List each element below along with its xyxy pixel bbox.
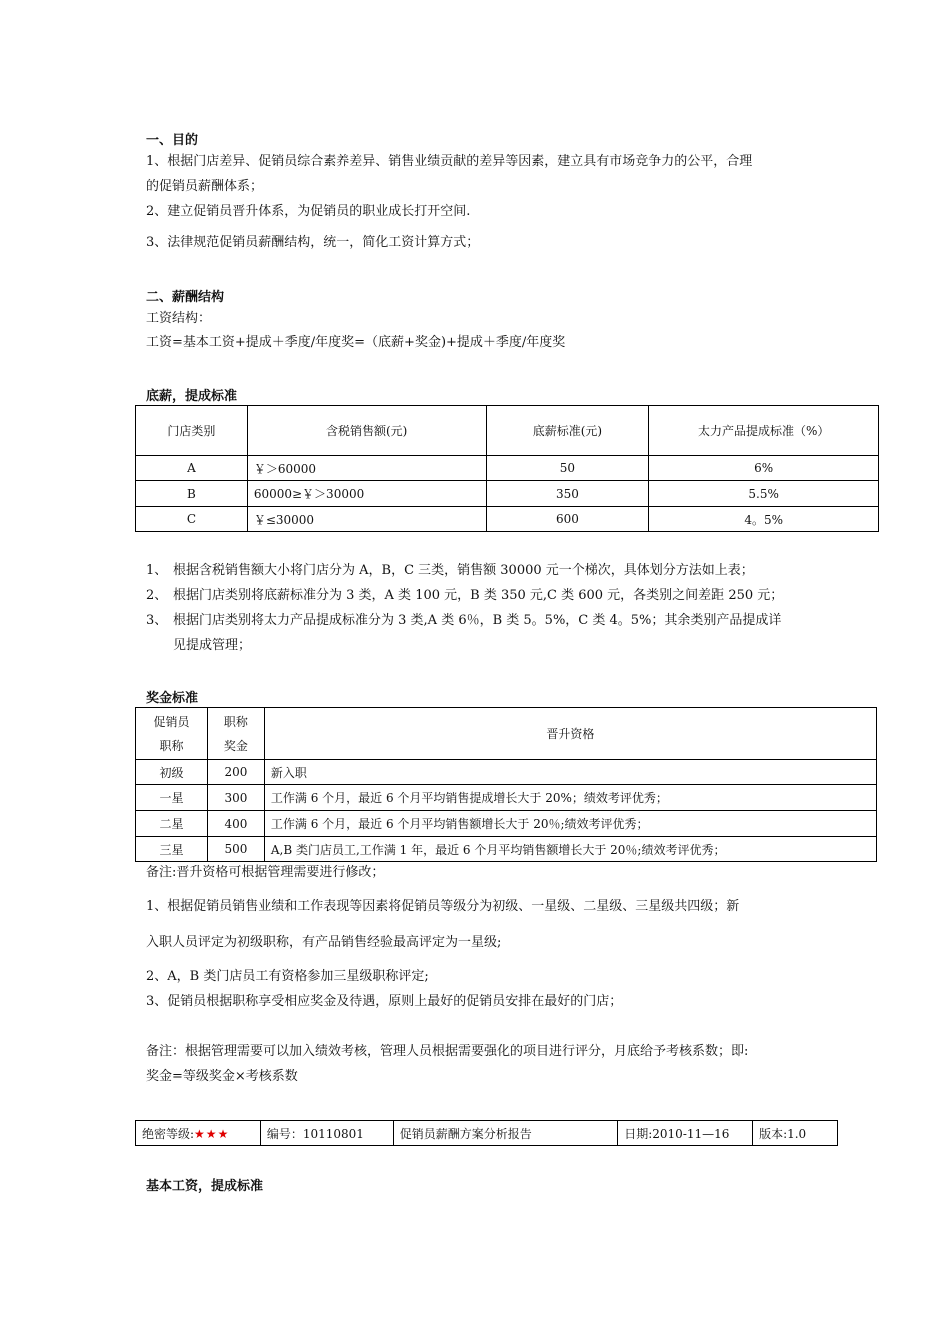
section1-item: 的促销员薪酬体系；	[146, 179, 264, 194]
table-row	[136, 507, 879, 532]
table1-cell: 5.5%	[649, 481, 879, 507]
table1-header-cell: 门店类别	[136, 406, 248, 456]
table1-cell: 6%	[649, 456, 879, 481]
table2-cell: 新入职	[264, 760, 876, 785]
bonus-formula: 奖金=等级奖金×考核系数	[146, 1069, 298, 1084]
table1-cell: 50	[486, 456, 649, 481]
table2-cell: 400	[207, 811, 264, 837]
note-text: 根据含税销售额大小将门店分为 A，B，C 三类，销售额 30000 元一个梯次，具体划分方法如上表；	[173, 563, 754, 578]
table2-cell: 500	[207, 837, 264, 862]
table2-header-cell: 晋升资格	[264, 708, 876, 760]
secret-level-label: 绝密等级:	[142, 1126, 195, 1141]
table2-header-cell	[207, 708, 264, 760]
table2-cell: 工作满 6 个月，最近 6 个月平均销售提成增长大于 20%；绩效考评优秀；	[264, 785, 876, 811]
table1-header-cell: 底薪标准(元)	[486, 406, 649, 456]
section2-heading: 二、薪酬结构	[146, 290, 225, 305]
table1-cell: A	[136, 456, 248, 481]
star-icon: ★★★	[194, 1126, 230, 1141]
table2-header-cell	[136, 708, 208, 760]
table-row	[136, 785, 877, 811]
table1-cell: 4。5%	[649, 507, 879, 532]
table1-title: 底薪，提成标准	[146, 389, 238, 404]
note-text: 入职人员评定为初级职称，有产品销售经验最高评定为一星级;	[146, 935, 502, 950]
table1-cell: ￥＞60000	[247, 456, 486, 481]
table-row	[136, 760, 877, 785]
note-number: 1、	[146, 563, 168, 578]
table-row	[136, 456, 879, 481]
table1-header-cell: 含税销售额(元)	[247, 406, 486, 456]
doc-version: 版本:1.0	[753, 1121, 838, 1146]
table2-cell: A,B 类门店员工,工作满 1 年，最近 6 个月平均销售额增长大于 20％;绩效考评优秀；	[264, 837, 876, 862]
table-row	[136, 811, 877, 837]
header-line: 职称	[159, 738, 184, 753]
doc-date: 日期:2010-11—16	[618, 1121, 753, 1146]
table2-cell: 三星	[136, 837, 208, 862]
table-row	[136, 837, 877, 862]
table2-cell: 二星	[136, 811, 208, 837]
salary-structure-label: 工资结构：	[146, 311, 212, 326]
table1-header-cell: 太力产品提成标准（%）	[649, 406, 879, 456]
base-salary-table	[135, 405, 879, 532]
table2-cell: 一星	[136, 785, 208, 811]
bonus-table	[135, 707, 877, 862]
table1-cell: ￥≤30000	[247, 507, 486, 532]
section1-item: 3、法律规范促销员薪酬结构，统一，简化工资计算方式；	[146, 235, 480, 250]
table1-cell: 60000≥￥＞30000	[247, 481, 486, 507]
remark: 备注:晋升资格可根据管理需要进行修改；	[146, 865, 385, 880]
table2-cell: 初级	[136, 760, 208, 785]
doc-code: 编号：10110801	[260, 1121, 393, 1146]
table2-title: 奖金标准	[146, 691, 199, 706]
salary-formula: 工资=基本工资+提成＋季度/年度奖=（底薪+奖金)+提成＋季度/年度奖	[146, 335, 566, 350]
section1-item: 1、根据门店差异、促销员综合素养差异、销售业绩贡献的差异等因素，建立具有市场竞争力的公平，合理	[146, 154, 753, 169]
secret-level	[136, 1121, 261, 1146]
note-text: 根据门店类别将太力产品提成标准分为 3 类,A 类 6％，B 类 5。5%，C 类 4。5%；其余类别产品提成详	[173, 613, 782, 628]
table-row	[136, 481, 879, 507]
note-number: 2、	[146, 588, 168, 603]
table1-cell: B	[136, 481, 248, 507]
header-line: 职称	[223, 714, 248, 729]
section1-item: 2、建立促销员晋升体系，为促销员的职业成长打开空间.	[146, 204, 471, 219]
note-text: 根据门店类别将底薪标准分为 3 类，A 类 100 元，B 类 350 元,C 类 600 元，各类别之间差距 250 元；	[173, 588, 784, 603]
table2-cell: 工作满 6 个月，最近 6 个月平均销售额增长大于 20％;绩效考评优秀；	[264, 811, 876, 837]
note-text: 见提成管理；	[173, 638, 252, 653]
remark: 备注：根据管理需要可以加入绩效考核，管理人员根据需要强化的项目进行评分，月底给予考核系数；即:	[146, 1044, 749, 1059]
header-line: 奖金	[223, 738, 248, 753]
header-line: 促销员	[153, 714, 190, 729]
note-text: 3、促销员根据职称享受相应奖金及待遇，原则上最好的促销员安排在最好的门店；	[146, 994, 623, 1009]
table1-cell: C	[136, 507, 248, 532]
document-footer	[135, 1120, 838, 1146]
table2-cell: 300	[207, 785, 264, 811]
note-text: 1、根据促销员销售业绩和工作表现等因素将促销员等级分为初级、一星级、二星级、三星级共四级；新	[146, 899, 740, 914]
table2-cell: 200	[207, 760, 264, 785]
note-number: 3、	[146, 613, 168, 628]
next-section-heading: 基本工资，提成标准	[146, 1179, 264, 1194]
doc-title: 促销员薪酬方案分析报告	[393, 1121, 618, 1146]
note-text: 2、A，B 类门店员工有资格参加三星级职称评定;	[146, 969, 429, 984]
table1-cell: 600	[486, 507, 649, 532]
table1-cell: 350	[486, 481, 649, 507]
section1-heading: 一、目的	[146, 133, 199, 148]
